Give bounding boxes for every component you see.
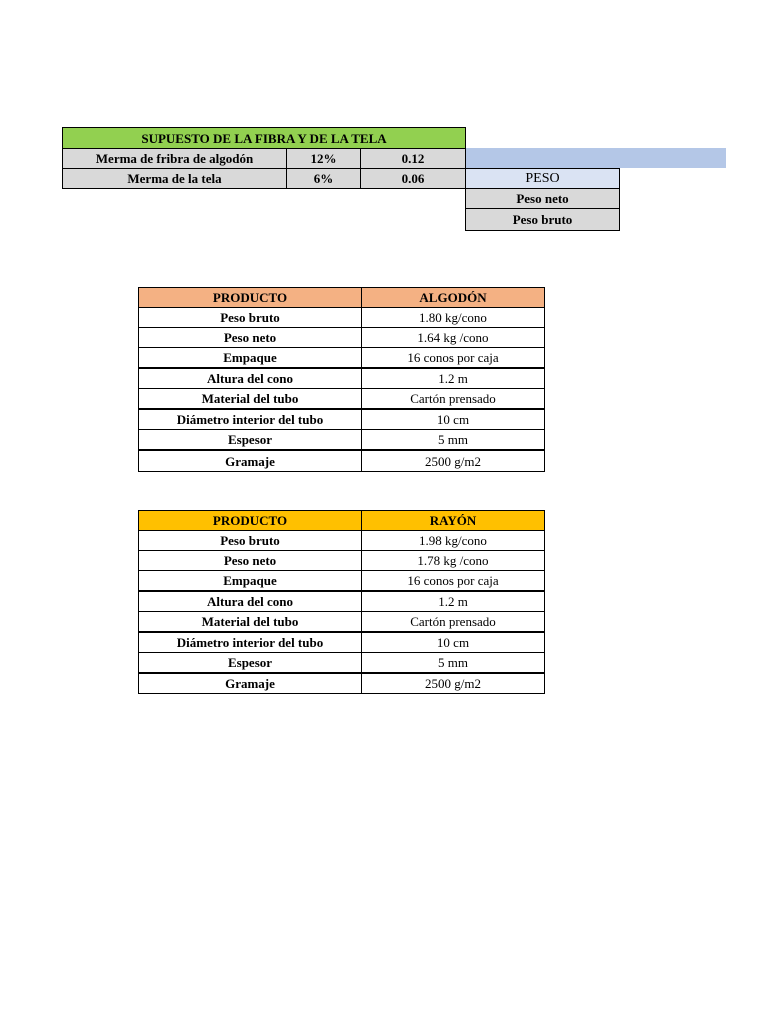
table-row-label: Diámetro interior del tubo [138, 409, 362, 430]
table-row-label: Espesor [138, 652, 362, 673]
rayon-header-producto: PRODUCTO [138, 510, 362, 531]
table-row-label: Altura del cono [138, 591, 362, 612]
table-row-label: Diámetro interior del tubo [138, 632, 362, 653]
algodon-header-producto: PRODUCTO [138, 287, 362, 308]
table-row-label: Espesor [138, 429, 362, 450]
peso-bruto: Peso bruto [465, 208, 620, 231]
table-row-value: 5 mm [361, 429, 545, 450]
table-row-value: 1.2 m [361, 591, 545, 612]
table-row-value: 2500 g/m2 [361, 673, 545, 694]
table-row-value: Cartón prensado [361, 388, 545, 409]
merma-tela-decimal: 0.06 [360, 168, 466, 189]
merma-tela-label: Merma de la tela [62, 168, 287, 189]
algodon-header-material: ALGODÓN [361, 287, 545, 308]
table-row-label: Peso bruto [138, 307, 362, 328]
table-row-value: 5 mm [361, 652, 545, 673]
table-row-label: Gramaje [138, 673, 362, 694]
merma-tela-percent: 6% [286, 168, 361, 189]
table-row-label: Empaque [138, 347, 362, 368]
peso-neto: Peso neto [465, 188, 620, 209]
supuesto-title: SUPUESTO DE LA FIBRA Y DE LA TELA [62, 127, 466, 149]
blue-band [466, 148, 726, 168]
peso-header: PESO [465, 168, 620, 189]
table-row-value: 16 conos por caja [361, 347, 545, 368]
table-row-value: 10 cm [361, 409, 545, 430]
table-row-label: Altura del cono [138, 368, 362, 389]
table-row-label: Gramaje [138, 450, 362, 472]
table-row-value: 16 conos por caja [361, 570, 545, 591]
table-row-value: 1.2 m [361, 368, 545, 389]
table-row-value: 1.98 kg/cono [361, 530, 545, 551]
table-row-value: 1.78 kg /cono [361, 550, 545, 571]
table-row-label: Material del tubo [138, 388, 362, 409]
merma-fibra-label: Merma de fribra de algodón [62, 148, 287, 169]
table-row-label: Peso neto [138, 550, 362, 571]
table-row-label: Empaque [138, 570, 362, 591]
table-row-label: Peso bruto [138, 530, 362, 551]
table-row-label: Peso neto [138, 327, 362, 348]
table-row-value: 2500 g/m2 [361, 450, 545, 472]
table-row-value: 1.64 kg /cono [361, 327, 545, 348]
merma-fibra-decimal: 0.12 [360, 148, 466, 169]
table-row-value: 10 cm [361, 632, 545, 653]
merma-fibra-percent: 12% [286, 148, 361, 169]
table-row-value: 1.80 kg/cono [361, 307, 545, 328]
table-row-label: Material del tubo [138, 611, 362, 632]
table-row-value: Cartón prensado [361, 611, 545, 632]
rayon-header-material: RAYÓN [361, 510, 545, 531]
